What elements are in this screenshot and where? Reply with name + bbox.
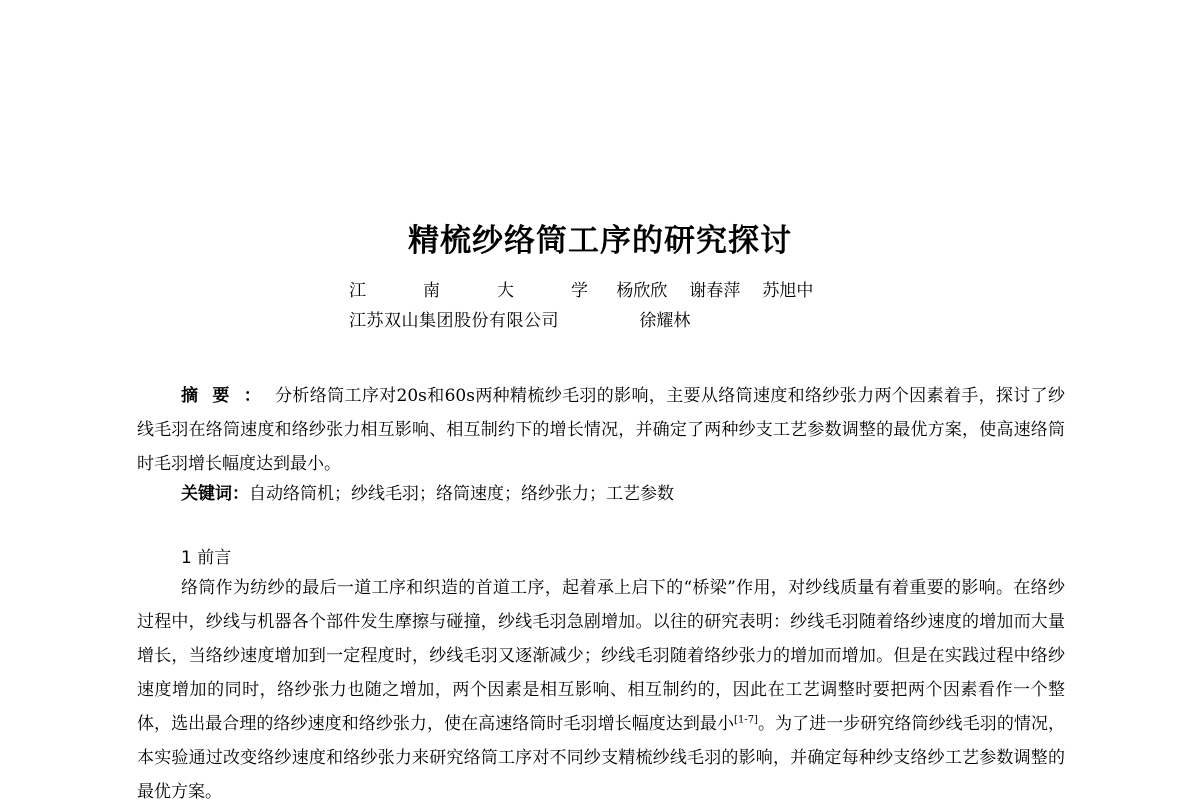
author-name: 苏旭中 xyxy=(762,281,814,301)
author-name: 徐耀林 xyxy=(639,311,691,331)
affiliation-row-2 xyxy=(349,308,712,334)
body-text-part-1: 络筒作为纺纱的最后一道工序和织造的首道工序，起着承上启下的“桥梁”作用，对纱线质量有着重要的影响。在络纱过程中，纱线与机器各个部件发生摩擦与碰撞，纱线毛羽急剧增加。以往的研究表明：纱线毛羽随着络纱速度的增加而大量增长，当络纱速度增加到一定程度时，纱线毛羽又逐渐减少；纱线毛羽随着络纱张力的增加而增加。但是在实践过程中络纱速度增加的同时，络纱张力也随之增加，两个因素是相互影响、相互制约的，因此在工艺调整时要把两个因素看作一个整体，选出最合理的络纱速度和络纱张力，使在高速络筒时毛羽增长幅度达到最小 xyxy=(137,578,1065,734)
body-text-part-2: 。为了进一步研究络筒纱线毛羽的情况，本实验通过改变络纱速度和络纱张力来研究络筒工序对不同纱支精梳纱线毛羽的影响，并确定每种纱支络纱工艺参数调整的最优方案。 xyxy=(137,714,1066,802)
author-list xyxy=(639,311,712,331)
keywords xyxy=(137,477,1065,511)
keywords-text: 自动络筒机；纱线毛羽；络筒速度；络纱张力；工艺参数 xyxy=(249,484,674,504)
author-name: 杨欣欣 xyxy=(616,281,668,301)
body-paragraph xyxy=(137,571,1065,809)
citation-ref: [1-7] xyxy=(734,714,758,726)
abstract-label: 摘要： xyxy=(181,386,276,406)
keywords-label: 关键词： xyxy=(181,484,249,504)
paper-title: 精梳纱络筒工序的研究探讨 xyxy=(408,223,792,259)
abstract-text: 分析络筒工序对20s和60s两种精梳纱毛羽的影响，主要从络筒速度和络纱张力两个因素着手，探讨了纱线毛羽在络筒速度和络纱张力相互影响、相互制约下的增长情况，并确定了两种纱支工艺参数调整的最优方案，使高速络筒时毛羽增长幅度达到最小。 xyxy=(137,386,1065,474)
abstract xyxy=(137,379,1065,481)
author-list xyxy=(616,281,835,301)
author-name: 谢春萍 xyxy=(689,281,741,301)
institution-name: 江苏双山集团股份有限公司 xyxy=(349,311,559,331)
institution-name: 江 南 大 学 xyxy=(349,281,588,301)
affiliation-row-1 xyxy=(349,278,835,304)
section-heading: 1 前言 xyxy=(181,548,232,568)
